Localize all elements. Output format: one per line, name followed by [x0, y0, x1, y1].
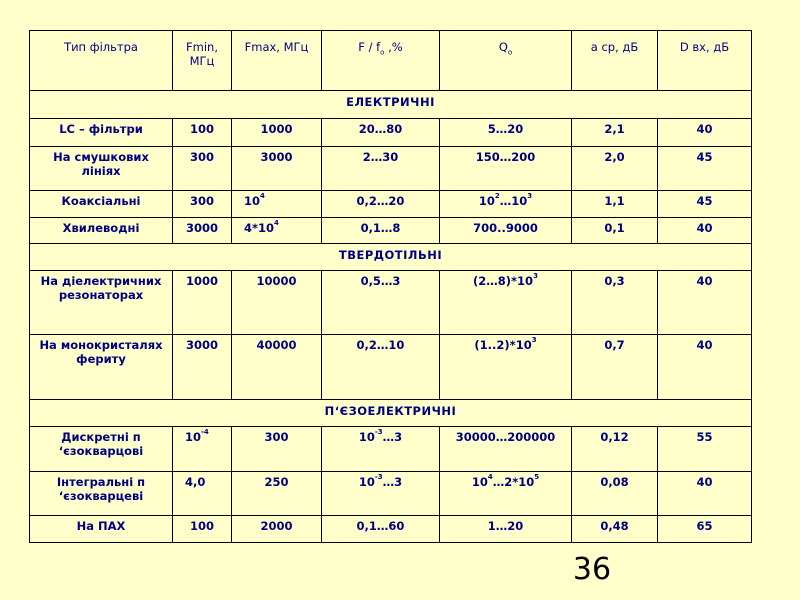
cell-fmax — [232, 218, 322, 244]
section-row-electric — [30, 91, 752, 119]
cell-fmax-base: 10 — [244, 194, 261, 208]
cell-fmax-exp: 4 — [274, 219, 279, 227]
header-bandwidth-suffix: ,% — [384, 40, 403, 54]
cell-q-mid: …10 — [499, 194, 528, 208]
section-row-piezo — [30, 400, 752, 427]
header-fmin: Fmin, МГц — [173, 31, 232, 91]
cell-d: 40 — [658, 472, 752, 516]
cell-q-exp: 3 — [531, 336, 537, 344]
cell-d: 40 — [658, 335, 752, 400]
cell-a: 0,3 — [572, 271, 658, 335]
cell-q: 150…200 — [440, 147, 572, 191]
section-row-solid — [30, 244, 752, 271]
cell-q: 30000…200000 — [440, 427, 572, 472]
cell-bandwidth — [322, 427, 440, 472]
cell-fmax: 300 — [232, 427, 322, 472]
cell-d: 40 — [658, 218, 752, 244]
cell-type: LC – фільтри — [30, 119, 173, 147]
cell-bandwidth-base: 10 — [358, 475, 375, 489]
cell-q-base1: 10 — [471, 475, 488, 489]
cell-q-exp1: 2 — [494, 192, 500, 200]
cell-fmax: 40000 — [232, 335, 322, 400]
cell-q-base: (2…8)*10 — [473, 274, 534, 288]
page-number: 36 — [572, 552, 612, 587]
table-row — [30, 472, 752, 516]
section-electric: ЕЛЕКТРИЧНІ — [30, 91, 752, 119]
cell-bandwidth-tail: …3 — [382, 475, 403, 489]
cell-fmin-base: 10 — [185, 430, 202, 444]
cell-a: 0,12 — [572, 427, 658, 472]
cell-fmin: 3000 — [173, 335, 232, 400]
cell-fmin: 100 — [173, 516, 232, 543]
cell-q: 1…20 — [440, 516, 572, 543]
cell-fmin-exp: -4 — [201, 428, 209, 436]
cell-bandwidth: 0,2…10 — [322, 335, 440, 400]
header-filter-type: Тип фільтра — [30, 31, 173, 91]
cell-q-exp: 3 — [533, 272, 538, 280]
cell-a: 0,1 — [572, 218, 658, 244]
table-row — [30, 516, 752, 543]
cell-q — [440, 472, 572, 516]
table-row — [30, 218, 752, 244]
cell-q-exp2: 3 — [527, 192, 533, 200]
cell-q-base: (1..2)*10 — [474, 338, 532, 352]
table-row — [30, 119, 752, 147]
cell-fmax — [232, 191, 322, 218]
cell-type: Дискретні п ‘єзокварцові — [30, 427, 173, 472]
header-d-vx: D вх, дБ — [658, 31, 752, 91]
cell-bandwidth: 20…80 — [322, 119, 440, 147]
cell-fmin: 3000 — [173, 218, 232, 244]
cell-a: 1,1 — [572, 191, 658, 218]
table-row — [30, 427, 752, 472]
cell-type: На ПАХ — [30, 516, 173, 543]
cell-q-exp2: 5 — [534, 473, 540, 481]
cell-a: 0,48 — [572, 516, 658, 543]
cell-a: 0,7 — [572, 335, 658, 400]
cell-a: 2,1 — [572, 119, 658, 147]
cell-fmax: 2000 — [232, 516, 322, 543]
cell-bandwidth: 0,2…20 — [322, 191, 440, 218]
cell-fmax: 250 — [232, 472, 322, 516]
section-solid: ТВЕРДОТІЛЬНІ — [30, 244, 752, 271]
section-piezo: П‘ЄЗОЕЛЕКТРИЧНІ — [30, 400, 752, 427]
cell-q — [440, 271, 572, 335]
cell-fmin: 1000 — [173, 271, 232, 335]
cell-bandwidth: 0,5…3 — [322, 271, 440, 335]
cell-type: На смушкових лініях — [30, 147, 173, 191]
filters-table — [29, 30, 752, 543]
cell-a: 2,0 — [572, 147, 658, 191]
cell-fmax-base: 4*10 — [244, 221, 275, 235]
cell-d: 40 — [658, 119, 752, 147]
header-a-sr: а ср, дБ — [572, 31, 658, 91]
cell-bandwidth — [322, 472, 440, 516]
cell-type: На діелектричних резонаторах — [30, 271, 173, 335]
cell-bandwidth: 0,1…60 — [322, 516, 440, 543]
cell-d: 45 — [658, 147, 752, 191]
cell-a: 0,08 — [572, 472, 658, 516]
cell-q-base1: 10 — [478, 194, 495, 208]
table-row — [30, 335, 752, 400]
cell-fmax-exp: 4 — [260, 192, 265, 200]
cell-type: Коаксіальні — [30, 191, 173, 218]
header-q-main: Q — [498, 40, 508, 54]
cell-fmin: 300 — [173, 191, 232, 218]
cell-fmin: 100 — [173, 119, 232, 147]
cell-type: На монокристалях фериту — [30, 335, 173, 400]
cell-bandwidth-base: 10 — [358, 430, 375, 444]
table-row — [30, 147, 752, 191]
cell-fmax: 1000 — [232, 119, 322, 147]
cell-bandwidth: 2…30 — [322, 147, 440, 191]
header-bandwidth — [322, 31, 440, 91]
cell-q-exp1: 4 — [487, 473, 493, 481]
cell-q: 700..9000 — [440, 218, 572, 244]
cell-d: 65 — [658, 516, 752, 543]
header-bandwidth-sub: o — [380, 48, 385, 57]
cell-q-mid: …2*10 — [492, 475, 535, 489]
cell-q: 5…20 — [440, 119, 572, 147]
cell-q — [440, 191, 572, 218]
header-q-sub: o — [507, 48, 513, 57]
cell-fmax: 10000 — [232, 271, 322, 335]
cell-fmax: 3000 — [232, 147, 322, 191]
header-fmax: Fmax, МГц — [232, 31, 322, 91]
cell-bandwidth-tail: …3 — [382, 430, 403, 444]
cell-fmin — [173, 427, 232, 472]
cell-bandwidth-exp: -3 — [374, 428, 383, 436]
cell-fmin: 300 — [173, 147, 232, 191]
header-q — [440, 31, 572, 91]
table-header-row — [30, 31, 752, 91]
cell-type: Інтегральні п ‘єзокварцеві — [30, 472, 173, 516]
header-bandwidth-prefix: F / f — [358, 40, 381, 54]
cell-d: 40 — [658, 271, 752, 335]
table-row — [30, 191, 752, 218]
cell-bandwidth-exp: -3 — [374, 473, 383, 481]
cell-type: Хвилеводні — [30, 218, 173, 244]
cell-fmin: 4,0 — [173, 472, 232, 516]
cell-q — [440, 335, 572, 400]
cell-d: 45 — [658, 191, 752, 218]
cell-bandwidth: 0,1…8 — [322, 218, 440, 244]
table-row — [30, 271, 752, 335]
cell-d: 55 — [658, 427, 752, 472]
